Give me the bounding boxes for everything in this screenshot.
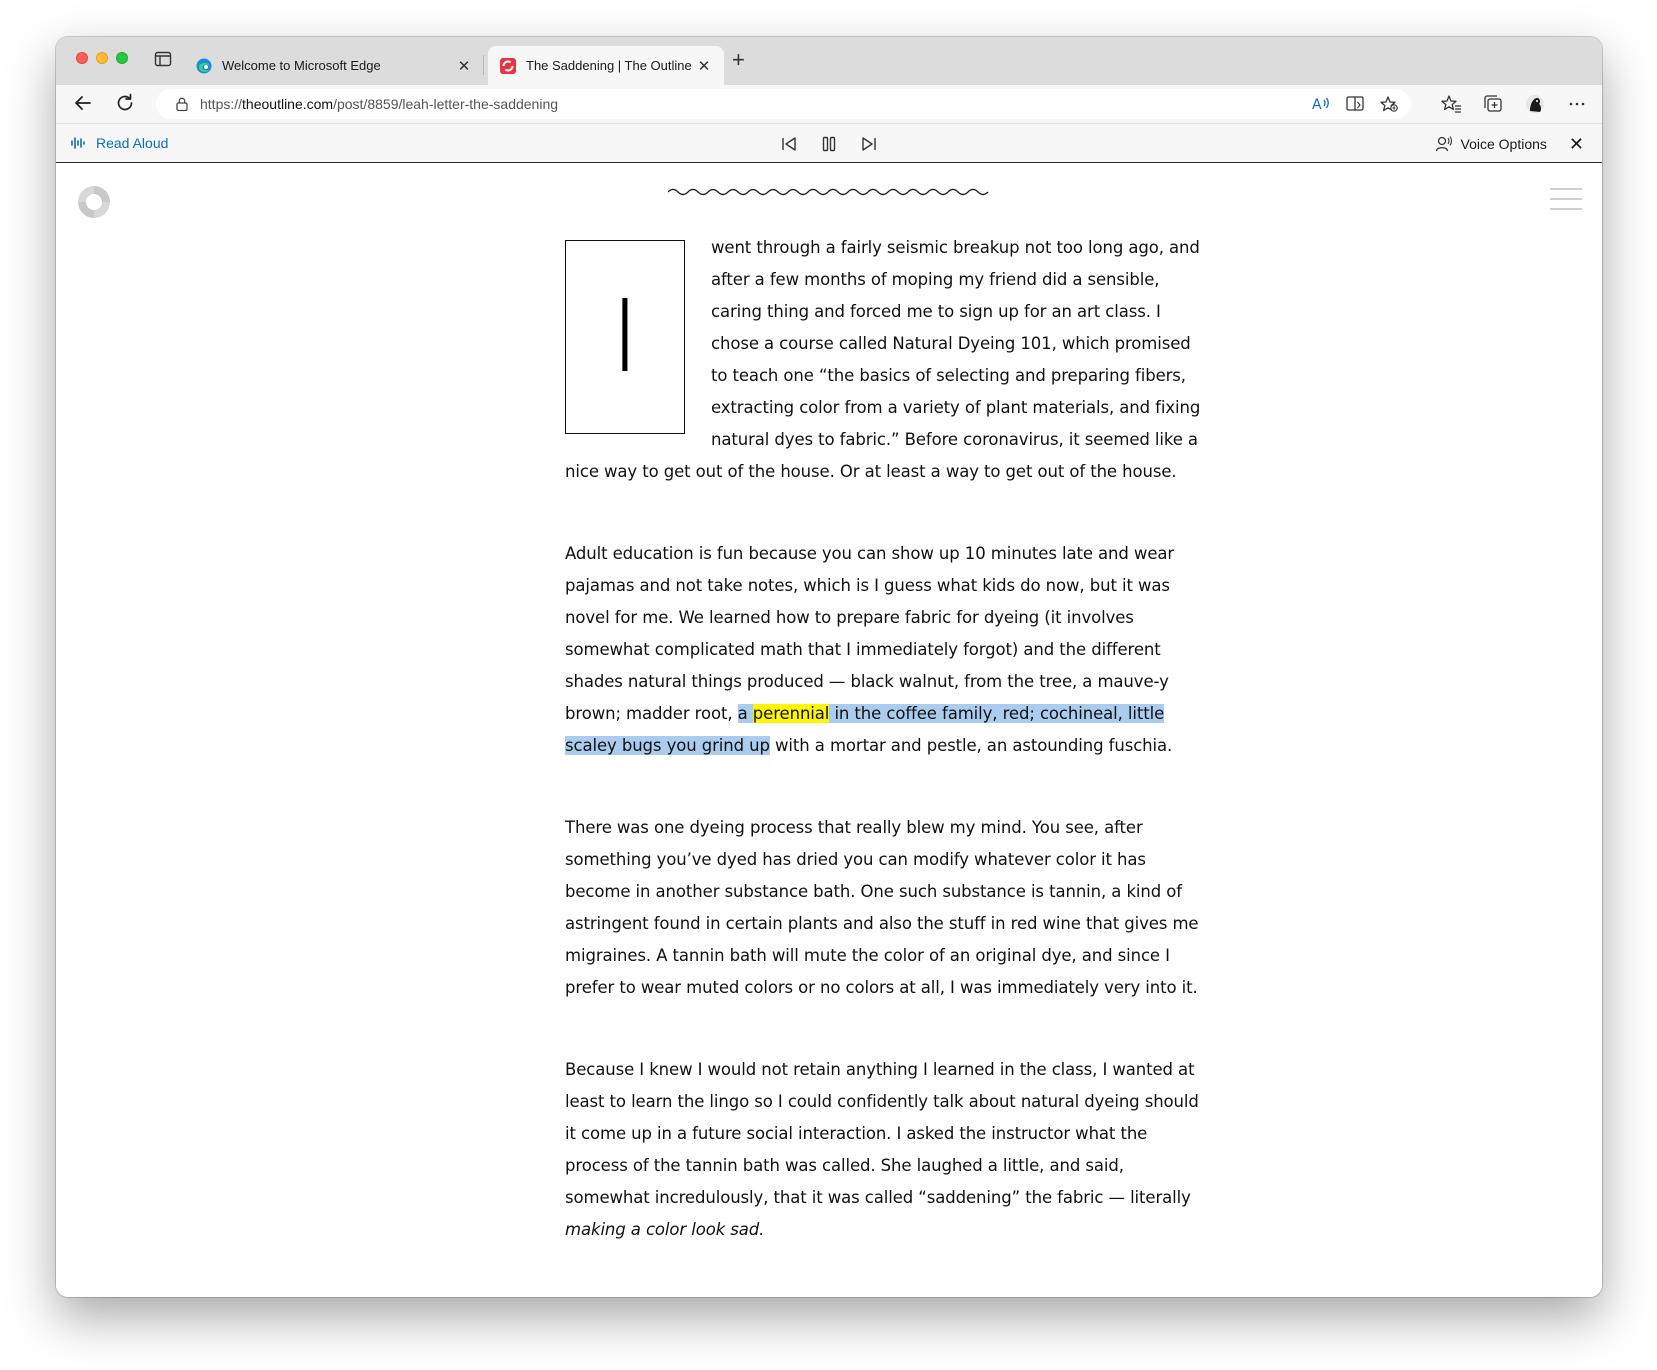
read-aloud-label: Read Aloud xyxy=(96,135,169,151)
article-body xyxy=(565,232,1205,1296)
browser-window xyxy=(56,37,1602,1297)
zoom-window-button[interactable] xyxy=(116,52,128,64)
more-options-icon[interactable] xyxy=(1566,94,1588,114)
read-aloud-bar xyxy=(56,123,1602,163)
waveform-icon xyxy=(70,135,86,151)
tab-separator xyxy=(483,55,484,75)
paragraph-text: Because I knew I would not retain anything I learned in the class, I wanted at least to learn the lingo so I could confidently talk about natural dyeing should it come up in a future social interaction. I asked the instructor what the process of the tannin bath was called. She laughed a little, and said, somewhat incredulously, that it was called “saddening” the fabric — literally xyxy=(565,1060,1199,1207)
menu-icon[interactable] xyxy=(1550,188,1582,212)
tab-the-saddening[interactable] xyxy=(488,46,724,85)
article-paragraph xyxy=(565,812,1205,1004)
next-paragraph-icon[interactable] xyxy=(859,134,879,154)
paragraph-text: There was one dyeing process that really blew my mind. You see, after something you’ve dyed has dried you can modify whatever color it has become in another substance bath. One such substance is tannin, a kind of astringent found in certain plants and also the stuff in red wine that gives me migraines. A tannin bath will mute the color of an original dye, and since I prefer to wear muted colors or no colors at all, I was immediately very into it. xyxy=(565,818,1199,997)
add-favorite-icon[interactable] xyxy=(1379,95,1399,113)
read-aloud-label-group xyxy=(70,135,168,151)
tab-title: Welcome to Microsoft Edge xyxy=(222,58,381,73)
close-window-button[interactable] xyxy=(76,52,88,64)
close-read-aloud-icon[interactable]: ✕ xyxy=(1568,134,1584,154)
paragraph-text: went through a fairly seismic breakup not too long ago, and after a few months of moping my friend did a sensible, caring thing and forced me to sign up for an art class. I chose a course called Natural Dyeing 101, which promised to teach one “the basics of selecting and preparing fibers, extracting color from a variety of plant materials, and fixing natural dyes to fabric.” Before coronavirus, it seemed like a nice way to get out of the house. Or at least a way to get out of the house. xyxy=(565,238,1201,481)
pause-icon[interactable] xyxy=(819,134,839,154)
tab-strip xyxy=(56,37,1602,85)
close-tab-icon[interactable]: ✕ xyxy=(697,57,711,75)
paragraph-text: Adult education is fun because you can show up 10 minutes late and wear pajamas and not take notes, which is I guess what kids do now, but it was novel for me. We learned how to prepare fabric for dyeing (it involves somewhat complicated math that I immediately forgot) and the different shades natural things produced — black walnut, from the tree, a mauve-y brown; madder root, xyxy=(565,544,1175,723)
tab-welcome-edge[interactable] xyxy=(184,46,484,85)
lock-icon[interactable] xyxy=(176,97,188,111)
highlighted-text: in the coffee family, red; cochineal, little scaley bugs you grind up xyxy=(565,704,1165,755)
highlighted-text: a xyxy=(737,704,753,723)
refresh-icon[interactable] xyxy=(114,92,136,114)
immersive-reader-icon[interactable] xyxy=(1345,95,1365,113)
italic-phrase: making a color look sad. xyxy=(565,1220,765,1239)
read-aloud-icon[interactable] xyxy=(1311,95,1331,113)
toolbar xyxy=(56,85,1602,123)
url-domain: theoutline.com xyxy=(242,96,334,112)
article-paragraph xyxy=(565,538,1205,762)
svg-text:A: A xyxy=(1312,97,1322,113)
favorites-icon[interactable] xyxy=(1440,94,1462,114)
paragraph-text: with a mortar and pestle, an astounding fuschia. xyxy=(769,736,1173,755)
drop-cap: I xyxy=(565,240,685,434)
address-bar[interactable] xyxy=(156,89,1411,119)
collections-icon[interactable] xyxy=(1482,94,1504,114)
profile-avatar-icon[interactable] xyxy=(1524,94,1546,114)
close-tab-icon[interactable]: ✕ xyxy=(457,57,471,75)
article-paragraph xyxy=(565,1054,1205,1246)
url-path: /post/8859/leah-letter-the-saddening xyxy=(333,96,559,112)
decorative-squiggle xyxy=(668,184,990,200)
the-outline-logo-icon[interactable] xyxy=(74,182,114,222)
new-tab-button[interactable]: + xyxy=(732,47,745,72)
back-arrow-icon[interactable] xyxy=(72,92,94,114)
voice-options-button[interactable]: Voice Options xyxy=(1460,136,1547,152)
tab-title: The Saddening | The Outline xyxy=(526,58,692,73)
outline-logo-icon xyxy=(500,58,516,74)
tab-actions-icon[interactable] xyxy=(154,51,172,67)
edge-logo-icon xyxy=(196,58,212,74)
url-scheme: https:// xyxy=(200,96,243,112)
voice-options-icon[interactable] xyxy=(1435,135,1453,153)
minimize-window-button[interactable] xyxy=(96,52,108,64)
page-content xyxy=(56,164,1602,1297)
highlighted-word: perennial xyxy=(752,704,830,723)
article-paragraph xyxy=(565,232,1205,488)
previous-paragraph-icon[interactable] xyxy=(779,134,799,154)
